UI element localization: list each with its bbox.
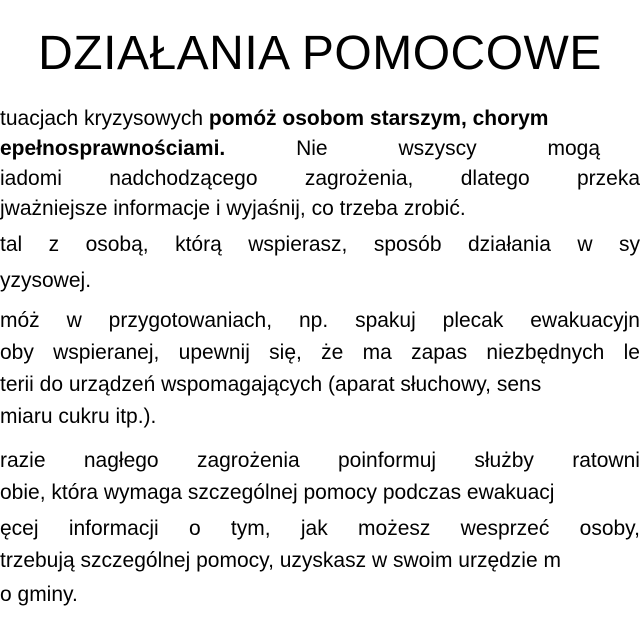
word: ma	[362, 341, 392, 364]
word: epełnosprawnościami.	[0, 137, 226, 160]
word: dlatego	[460, 167, 530, 190]
word: razie	[0, 449, 46, 472]
word: tal	[0, 233, 23, 256]
word: le	[623, 341, 640, 364]
word: którą	[175, 233, 222, 256]
word: zapas	[411, 341, 468, 364]
paragraph-3-line-1	[0, 306, 640, 336]
word: informacji	[68, 517, 159, 540]
word: nadchodzącego	[109, 167, 258, 190]
paragraph-1-line-2	[0, 134, 600, 164]
word: wszyscy	[398, 137, 477, 160]
line-text: tuacjach kryzysowych	[0, 107, 209, 130]
word: nagłego	[83, 449, 159, 472]
word: iadomi	[0, 167, 62, 190]
word: z	[48, 233, 60, 256]
paragraph-5-line-2: trzebują szczególnej pomocy, uzyskasz w swoim urzędzie m	[0, 549, 561, 572]
word: osoby,	[579, 517, 640, 540]
word: ratowni	[572, 449, 640, 472]
word: spakuj	[355, 309, 416, 332]
word: o	[188, 517, 201, 540]
word: sy	[618, 233, 640, 256]
word: przygotowaniach,	[108, 309, 273, 332]
word: się,	[269, 341, 302, 364]
word: wspieranej,	[53, 341, 160, 364]
word: przeka	[576, 167, 640, 190]
word: zagrożenia,	[304, 167, 414, 190]
paragraph-3-line-2	[0, 338, 640, 368]
word: wesprzeć	[460, 517, 550, 540]
word: niezbędnych	[486, 341, 605, 364]
word: możesz	[358, 517, 431, 540]
paragraph-1-line-1	[0, 104, 640, 134]
paragraph-1-line-3	[0, 164, 640, 194]
paragraph-4-line-2: obie, która wymaga szczególnej pomocy podczas ewakuacj	[0, 481, 555, 504]
word: osobą,	[85, 233, 149, 256]
word: plecak	[442, 309, 504, 332]
word: działania	[467, 233, 551, 256]
word: sposób	[373, 233, 442, 256]
word: służby	[474, 449, 534, 472]
word: zagrożenia	[196, 449, 300, 472]
paragraph-3-line-3: terii do urządzeń wspomagających (aparat słuchowy, sens	[0, 373, 542, 396]
word: że	[321, 341, 344, 364]
paragraph-2-line-1	[0, 230, 640, 260]
slide-title: DZIAŁANIA POMOCOWE	[38, 27, 602, 80]
word: np.	[298, 309, 329, 332]
word: upewnij	[178, 341, 250, 364]
word: jak	[300, 517, 328, 540]
word: w	[577, 233, 593, 256]
word: móż	[0, 309, 40, 332]
word: ewakuacyjn	[530, 309, 640, 332]
line-bold-text: pomóż osobom starszym, chorym	[208, 107, 549, 130]
word: tym,	[230, 517, 271, 540]
word: Nie	[296, 137, 328, 160]
paragraph-5-line-1	[0, 514, 640, 544]
paragraph-4-line-1	[0, 446, 640, 476]
word: ęcej	[0, 517, 39, 540]
word: wspierasz,	[248, 233, 348, 256]
word: mogą	[547, 137, 600, 160]
word: poinformuj	[338, 449, 437, 472]
paragraph-5-line-3: o gminy.	[0, 583, 78, 606]
paragraph-3-line-4: miaru cukru itp.).	[0, 405, 157, 428]
word: oby	[0, 341, 34, 364]
word: w	[66, 309, 82, 332]
paragraph-1-line-4: jważniejsze informacje i wyjaśnij, co trzeba zrobić.	[0, 197, 466, 220]
paragraph-2-line-2: yzysowej.	[0, 269, 92, 292]
